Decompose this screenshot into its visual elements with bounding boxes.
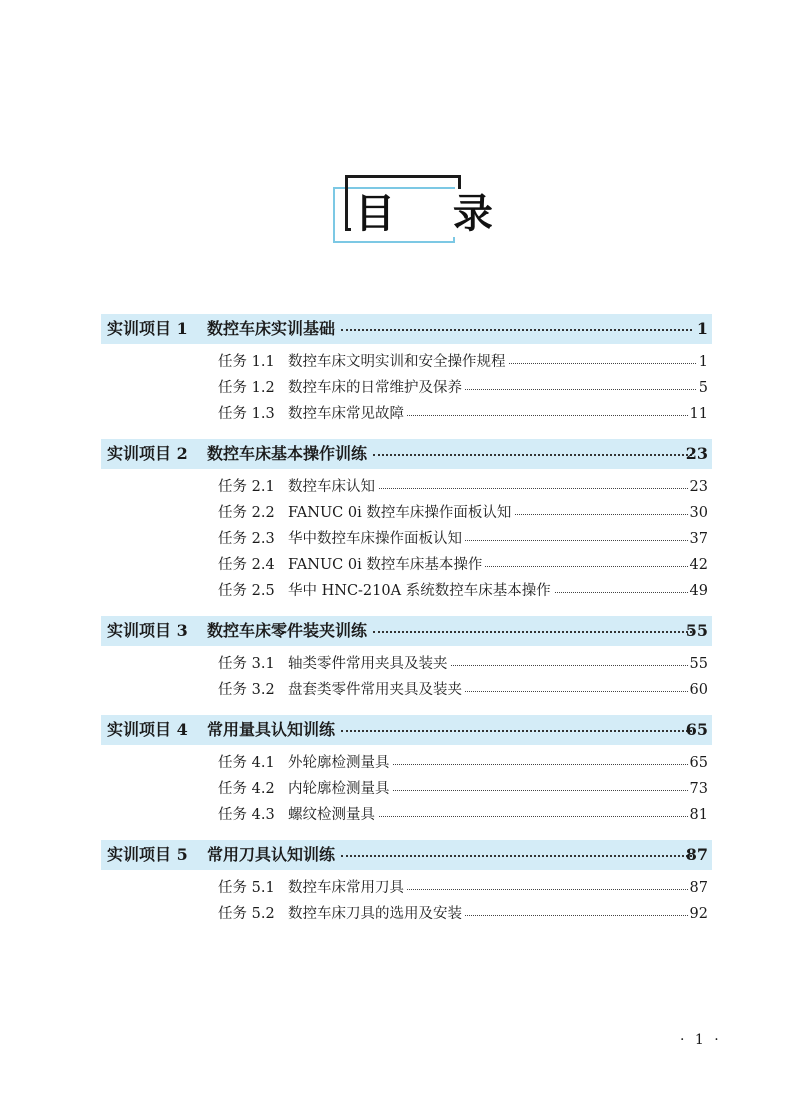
task-page: 1 bbox=[697, 349, 708, 375]
chapter-entry[interactable] bbox=[101, 616, 712, 646]
task-entry[interactable] bbox=[101, 500, 712, 526]
task-title: 盘套类零件常用夹具及装夹 bbox=[288, 677, 465, 703]
task-entry[interactable] bbox=[101, 552, 712, 578]
toc-section bbox=[101, 616, 712, 703]
toc-title: 目 录 bbox=[355, 190, 515, 237]
chapter-entry[interactable] bbox=[101, 439, 712, 469]
task-page: 37 bbox=[688, 526, 708, 552]
task-entry[interactable] bbox=[101, 375, 712, 401]
task-label: 任务 2.5 bbox=[218, 583, 275, 599]
task-label: 任务 2.3 bbox=[218, 531, 275, 547]
task-title: 螺纹检测量具 bbox=[288, 802, 378, 828]
task-entry[interactable] bbox=[101, 401, 712, 427]
chapter-entry[interactable] bbox=[101, 715, 712, 745]
chapter-page: 65 bbox=[685, 720, 708, 739]
task-entry[interactable] bbox=[101, 875, 712, 901]
task-page: 73 bbox=[688, 776, 708, 802]
task-page: 23 bbox=[688, 474, 708, 500]
toc-section bbox=[101, 314, 712, 427]
chapter-title: 数控车床零件装夹训练 bbox=[207, 621, 368, 640]
chapter-entry[interactable] bbox=[101, 840, 712, 870]
chapter-title: 数控车床实训基础 bbox=[207, 319, 336, 338]
task-entry[interactable] bbox=[101, 474, 712, 500]
task-title: 数控车床常用刀具 bbox=[288, 875, 407, 901]
chapter-label: 实训项目 5 bbox=[107, 845, 188, 864]
task-page: 49 bbox=[688, 578, 708, 604]
task-entry[interactable] bbox=[101, 526, 712, 552]
chapter-page: 1 bbox=[696, 319, 708, 338]
task-page: 87 bbox=[688, 875, 708, 901]
task-title: 数控车床认知 bbox=[288, 474, 378, 500]
dot-leader bbox=[341, 730, 692, 732]
dot-leader bbox=[341, 855, 692, 857]
task-entry[interactable] bbox=[101, 901, 712, 927]
task-page: 5 bbox=[697, 375, 708, 401]
task-page: 65 bbox=[688, 750, 708, 776]
chapter-label: 实训项目 2 bbox=[107, 444, 188, 463]
chapter-title: 数控车床基本操作训练 bbox=[207, 444, 368, 463]
task-entry[interactable] bbox=[101, 677, 712, 703]
task-title: 华中 HNC-210A 系统数控车床基本操作 bbox=[288, 578, 554, 604]
dot-leader bbox=[373, 454, 692, 456]
task-title: 数控车床刀具的选用及安装 bbox=[288, 901, 465, 927]
chapter-label: 实训项目 4 bbox=[107, 720, 188, 739]
chapter-page: 23 bbox=[685, 444, 708, 463]
task-title: 华中数控车床操作面板认知 bbox=[288, 526, 465, 552]
task-label: 任务 2.1 bbox=[218, 479, 275, 495]
chapter-entry[interactable] bbox=[101, 314, 712, 344]
task-title: FANUC 0i 数控车床基本操作 bbox=[288, 552, 485, 578]
task-label: 任务 5.2 bbox=[218, 906, 275, 922]
task-page: 81 bbox=[688, 802, 708, 828]
task-page: 92 bbox=[688, 901, 708, 927]
task-title: 数控车床文明实训和安全操作规程 bbox=[288, 349, 509, 375]
dot-leader bbox=[341, 329, 692, 331]
task-title: 数控车床的日常维护及保养 bbox=[288, 375, 465, 401]
table-of-contents bbox=[101, 314, 712, 939]
task-entry[interactable] bbox=[101, 802, 712, 828]
task-title: 轴类零件常用夹具及装夹 bbox=[288, 651, 451, 677]
task-page: 60 bbox=[688, 677, 708, 703]
task-title: 内轮廓检测量具 bbox=[288, 776, 393, 802]
chapter-label: 实训项目 3 bbox=[107, 621, 188, 640]
task-title: 外轮廓检测量具 bbox=[288, 750, 393, 776]
toc-section bbox=[101, 439, 712, 604]
task-title: FANUC 0i 数控车床操作面板认知 bbox=[288, 500, 514, 526]
task-label: 任务 2.2 bbox=[218, 505, 275, 521]
task-entry[interactable] bbox=[101, 776, 712, 802]
task-label: 任务 3.2 bbox=[218, 682, 275, 698]
task-label: 任务 1.1 bbox=[218, 354, 275, 370]
chapter-title: 常用量具认知训练 bbox=[207, 720, 336, 739]
task-entry[interactable] bbox=[101, 750, 712, 776]
task-page: 30 bbox=[688, 500, 708, 526]
chapter-label: 实训项目 1 bbox=[107, 319, 188, 338]
toc-title-block bbox=[333, 175, 515, 247]
task-entry[interactable] bbox=[101, 651, 712, 677]
dot-leader bbox=[373, 631, 692, 633]
task-entry[interactable] bbox=[101, 578, 712, 604]
chapter-page: 55 bbox=[685, 621, 708, 640]
task-page: 42 bbox=[688, 552, 708, 578]
task-label: 任务 1.3 bbox=[218, 406, 275, 422]
toc-section bbox=[101, 715, 712, 828]
task-title: 数控车床常见故障 bbox=[288, 401, 407, 427]
task-entry[interactable] bbox=[101, 349, 712, 375]
task-label: 任务 1.2 bbox=[218, 380, 275, 396]
toc-section bbox=[101, 840, 712, 927]
task-label: 任务 4.3 bbox=[218, 807, 275, 823]
task-page: 55 bbox=[688, 651, 708, 677]
page-number: · 1 · bbox=[680, 1032, 722, 1048]
task-label: 任务 4.1 bbox=[218, 755, 275, 771]
chapter-title: 常用刀具认知训练 bbox=[207, 845, 336, 864]
task-label: 任务 3.1 bbox=[218, 656, 275, 672]
task-label: 任务 5.1 bbox=[218, 880, 275, 896]
task-page: 11 bbox=[688, 401, 708, 427]
task-label: 任务 2.4 bbox=[218, 557, 275, 573]
chapter-page: 87 bbox=[685, 845, 708, 864]
task-label: 任务 4.2 bbox=[218, 781, 275, 797]
